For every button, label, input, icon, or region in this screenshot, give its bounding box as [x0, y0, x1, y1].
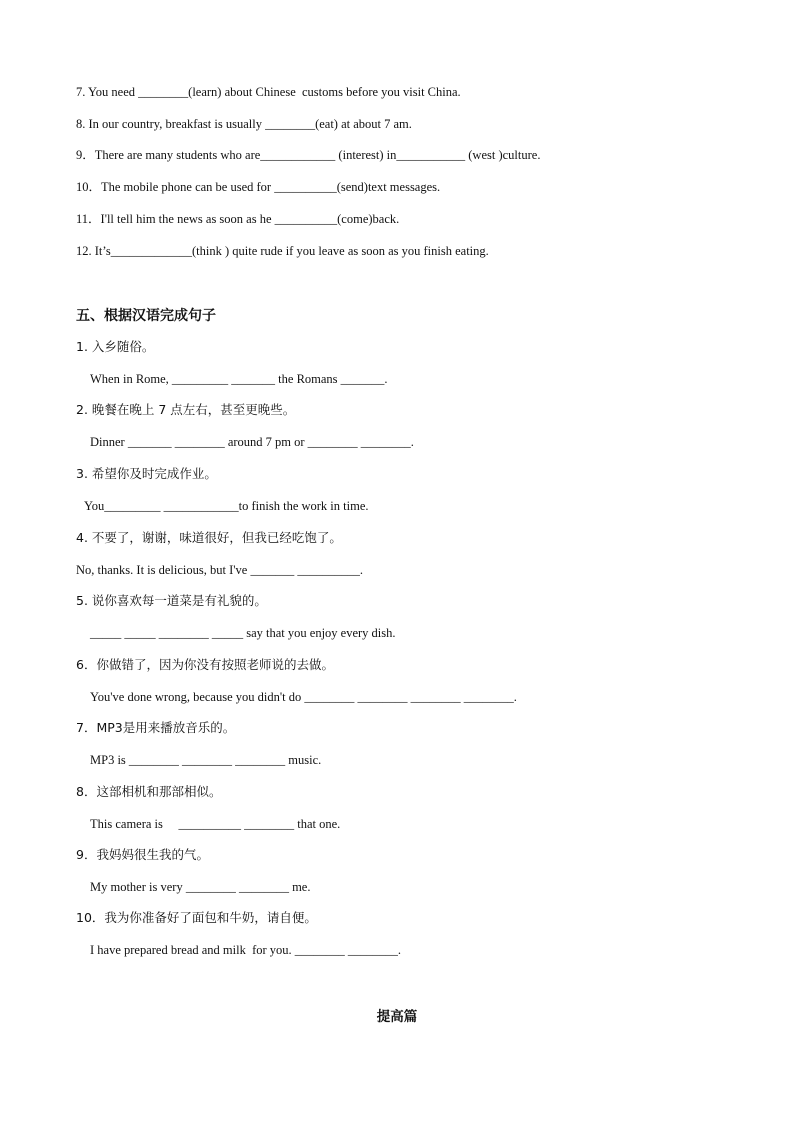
translation-en-2: Dinner _______ ________ around 7 pm or ________ ________.: [90, 435, 414, 449]
translation-cn-5: 5. 说你喜欢每一道菜是有礼貌的。: [76, 593, 267, 608]
fill-item-8: 8. In our country, breakfast is usually ________(eat) at about 7 am.: [76, 117, 412, 131]
translation-en-3: You_________ ____________to finish the work in time.: [84, 499, 369, 513]
translation-cn-10: 10．我为你准备好了面包和牛奶，请自便。: [76, 910, 317, 925]
translation-en-8: This camera is __________ ________ that one.: [90, 817, 341, 831]
translation-cn-7: 7．MP3是用来播放音乐的。: [76, 720, 236, 735]
translation-cn-4: 4. 不要了，谢谢，味道很好，但我已经吃饱了。: [76, 530, 342, 545]
translation-cn-9: 9．我妈妈很生我的气。: [76, 847, 209, 862]
footer-section-title: 提高篇: [376, 1009, 418, 1025]
translation-en-5: _____ _____ ________ _____ say that you enjoy every dish.: [90, 626, 396, 640]
translation-cn-3: 3. 希望你及时完成作业。: [76, 466, 217, 481]
translation-cn-2: 2. 晚餐在晚上 7 点左右，甚至更晚些。: [76, 402, 296, 417]
translation-en-4: No, thanks. It is delicious, but I've _______ __________.: [76, 563, 363, 577]
translation-en-7: MP3 is ________ ________ ________ music.: [90, 753, 322, 767]
translation-en-10: I have prepared bread and milk for you. ________ ________.: [90, 943, 402, 957]
translation-cn-8: 8．这部相机和那部相似。: [76, 784, 222, 799]
section-title: 五、根据汉语完成句子: [76, 308, 216, 324]
fill-item-9: 9．There are many students who are____________ (interest) in___________ (west )culture.: [76, 148, 541, 162]
translation-cn-1: 1. 入乡随俗。: [76, 339, 155, 354]
fill-item-10: 10．The mobile phone can be used for __________(send)text messages.: [76, 180, 441, 194]
fill-item-7: 7. You need ________(learn) about Chinese customs before you visit China.: [76, 85, 461, 99]
fill-item-11: 11．I'll tell him the news as soon as he __________(come)back.: [76, 212, 400, 226]
translation-cn-6: 6．你做错了，因为你没有按照老师说的去做。: [76, 657, 334, 672]
translation-en-9: My mother is very ________ ________ me.: [90, 880, 311, 894]
translation-en-1: When in Rome, _________ _______ the Romans _______.: [90, 372, 388, 386]
translation-en-6: You've done wrong, because you didn't do ________ ________ ________ ________.: [90, 690, 517, 704]
fill-item-12: 12. It’s_____________(think ) quite rude if you leave as soon as you finish eating.: [76, 244, 489, 258]
